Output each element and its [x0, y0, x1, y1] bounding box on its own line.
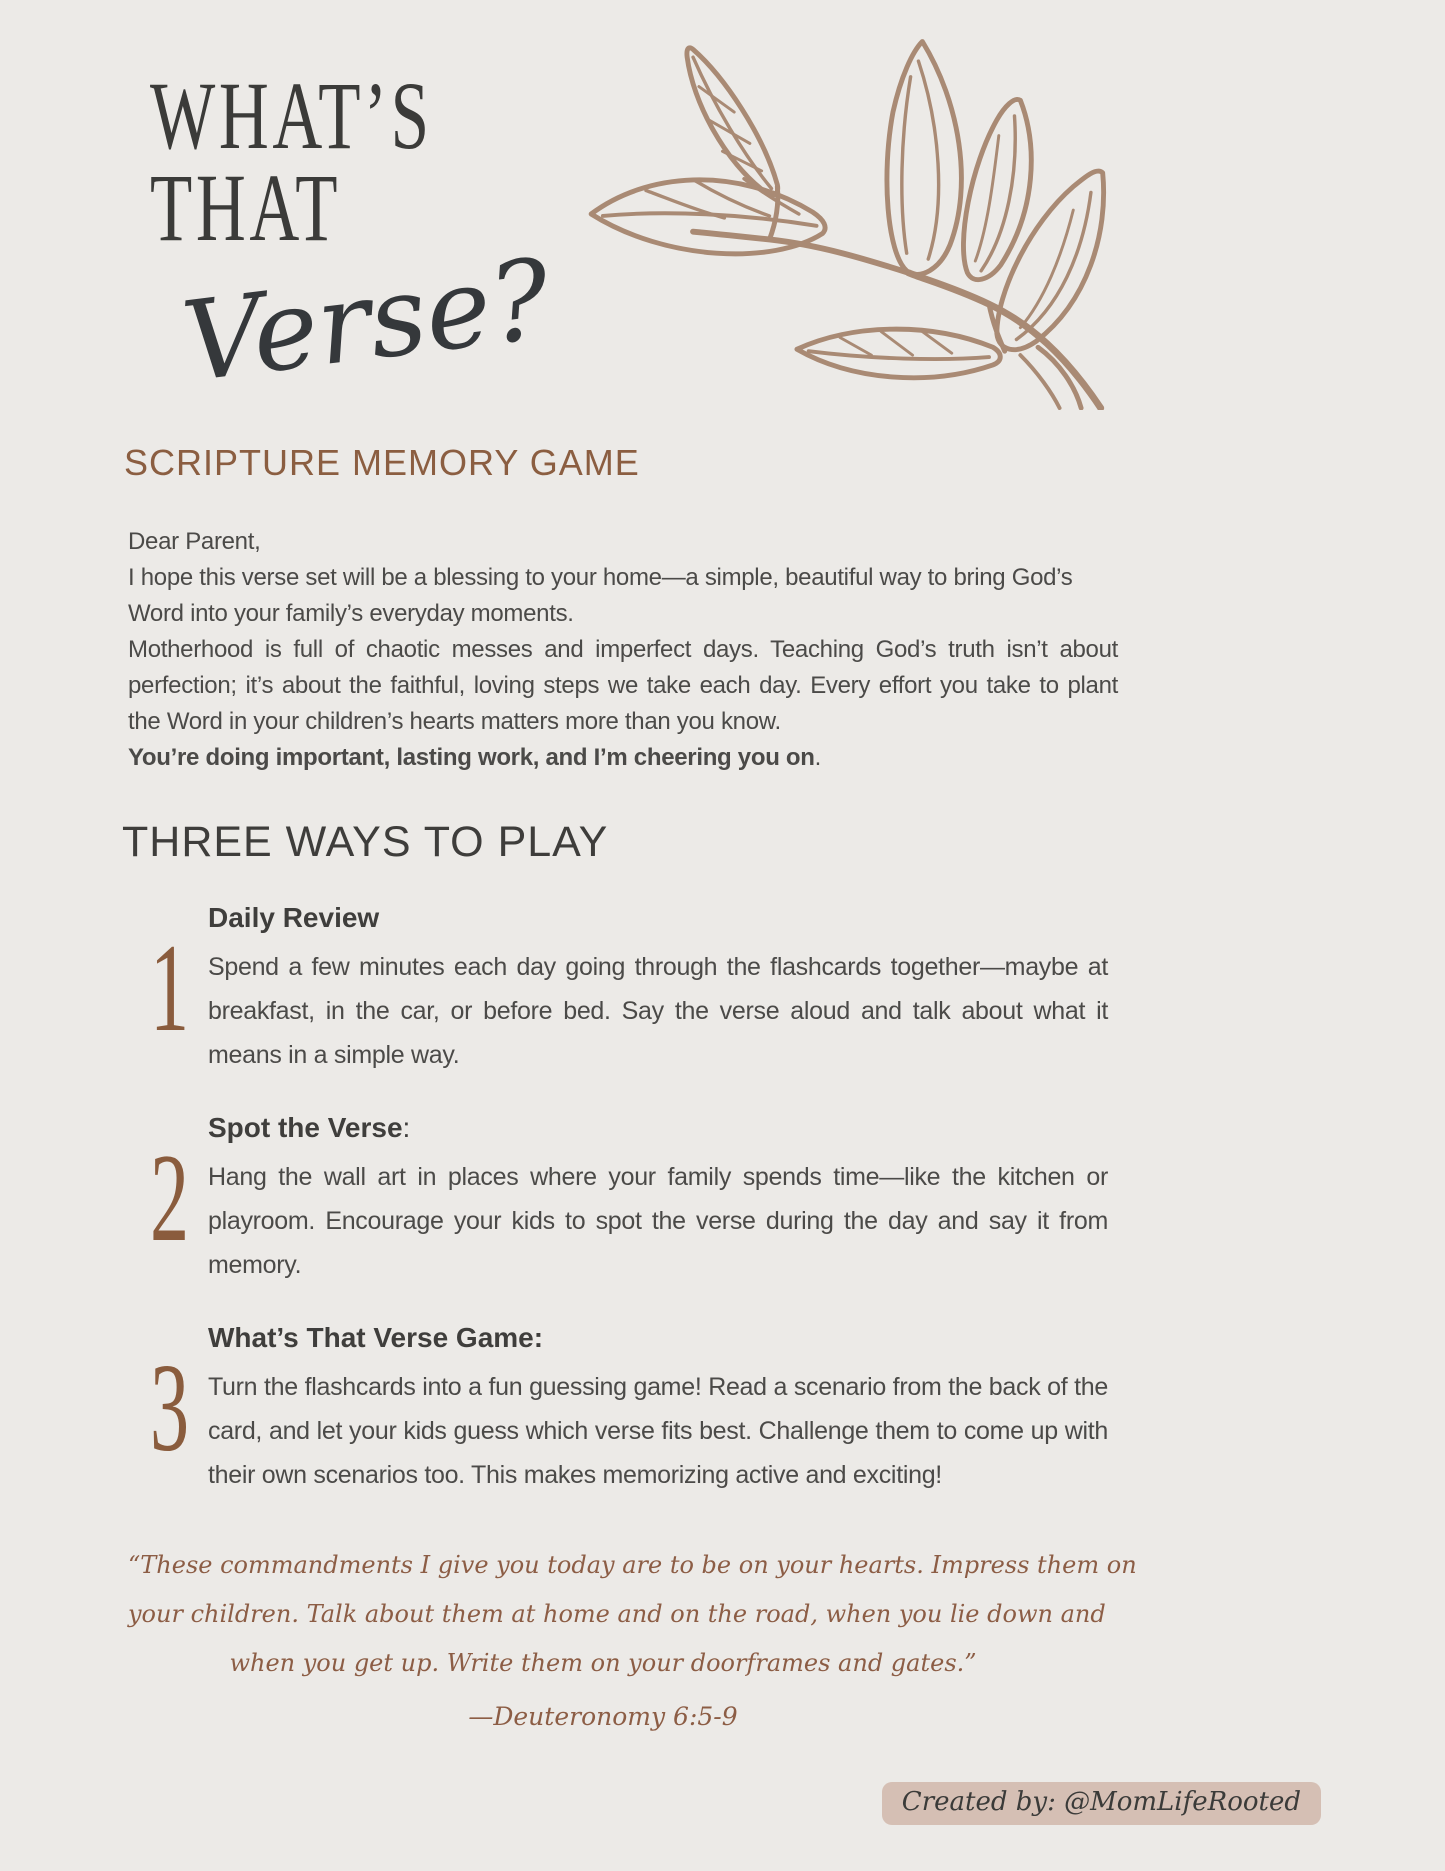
letter-closing-bold: You’re doing important, lasting work, and I’m cheering you on	[128, 744, 815, 771]
way-number-column	[150, 901, 208, 1077]
way-item-spot-the-verse	[150, 1111, 1445, 1287]
quote-line-2: your children. Talk about them at home and on the road, when you lie down and	[128, 1600, 1106, 1628]
way-title	[208, 1111, 1108, 1145]
way-title-suffix: :	[402, 1112, 411, 1143]
scripture-quote	[128, 1541, 1137, 1741]
way-content	[208, 901, 1108, 1077]
page-title-line-1: WHAT’S	[150, 62, 433, 169]
way-content	[208, 1111, 1108, 1287]
way-number-2: 2	[150, 1129, 190, 1268]
page-subtitle: SCRIPTURE MEMORY GAME	[124, 442, 640, 483]
way-number-3: 3	[150, 1339, 190, 1478]
ways-heading: THREE WAYS TO PLAY	[122, 818, 609, 866]
quote-line-3: when you get up. Write them on your doorframes and gates.”	[229, 1649, 977, 1677]
way-body: Turn the flashcards into a fun guessing game! Read a scenario from the back of the card, and let your kids guess which verse fits best. Challenge them to come up with their own scenarios too. This makes memorizing active and exciting!	[208, 1373, 1108, 1489]
letter-salutation: Dear Parent,	[128, 528, 261, 555]
page-title-line-2: THAT	[150, 154, 342, 261]
way-item-whats-that-verse-game	[150, 1321, 1445, 1497]
way-title	[208, 1321, 1108, 1355]
quote-attribution: —Deuteronomy 6:5-9	[468, 1702, 738, 1731]
way-body: Spend a few minutes each day going through the flashcards together—maybe at breakfast, in the car, or before bed. Say the verse aloud and talk about what it means in a simple way.	[208, 953, 1108, 1069]
way-body: Hang the wall art in places where your family spends time—like the kitchen or playroom. Encourage your kids to spot the verse during the day and say it from memory.	[208, 1163, 1108, 1279]
letter-closing-period: .	[814, 744, 822, 771]
letter-closing	[128, 740, 1118, 776]
header	[124, 0, 1445, 484]
way-title-text: What’s That Verse Game:	[208, 1322, 544, 1353]
way-title-text: Spot the Verse	[208, 1112, 403, 1143]
parent-letter	[128, 524, 1118, 776]
way-title	[208, 901, 1108, 935]
way-content	[208, 1321, 1108, 1497]
way-number-1: 1	[150, 919, 190, 1058]
way-item-daily-review	[150, 901, 1445, 1077]
way-number-column	[150, 1111, 208, 1287]
letter-paragraph-1: I hope this verse set will be a blessing to your home—a simple, beautiful way to bring God’s Word into your family’s everyday moments.	[128, 564, 1073, 627]
quote-line-1: “These commandments I give you today are to be on your hearts. Impress them on	[128, 1551, 1137, 1579]
page-title-script: Verse?	[176, 234, 557, 407]
letter-paragraph-2: Motherhood is full of chaotic messes and imperfect days. Teaching God’s truth isn’t about perfection; it’s about the faithful, loving steps we take each day. Every effort you take to plant the Word in your children’s hearts matters more than you know.	[128, 636, 1118, 735]
way-number-column	[150, 1321, 208, 1497]
credit-badge: Created by: @MomLifeRooted	[882, 1782, 1321, 1825]
way-title-text: Daily Review	[208, 902, 380, 933]
